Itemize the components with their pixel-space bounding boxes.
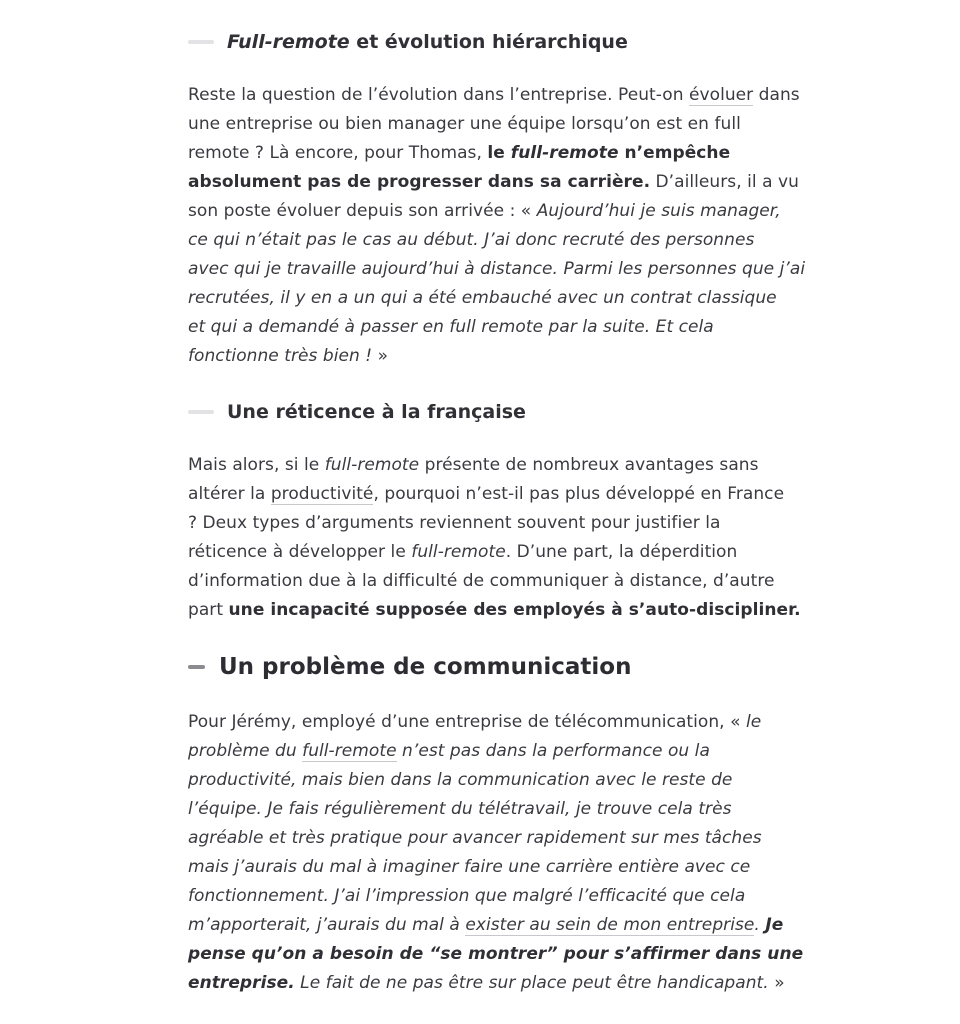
paragraph-communication [188, 708, 838, 998]
paragraph-line [188, 737, 838, 766]
link-evoluer[interactable]: évoluer [689, 85, 754, 105]
bold-text: n’empêche [618, 143, 731, 163]
paragraph-line [188, 969, 838, 998]
paragraph-line [188, 824, 838, 853]
text-run: dans [753, 85, 800, 105]
quote-text: recrutées, il y en a un qui a été embauché avec un contrat classique [188, 288, 777, 308]
quote-text: Aujourd’hui je suis manager, [536, 201, 781, 221]
paragraph-line [188, 911, 838, 940]
paragraph-line [188, 708, 838, 737]
paragraph-reticence [188, 451, 838, 625]
bold-text: une incapacité supposée des employés à s’auto-discipliner. [228, 600, 801, 620]
heading-dash-icon [188, 40, 214, 44]
quote-text: avec qui je travaille aujourd’hui à distance. Parmi les personnes que j’ai [188, 259, 806, 279]
bold-italic-text: pense qu’on a besoin de “se montrer” pour s’affirmer dans une [188, 944, 804, 964]
paragraph-line [188, 766, 838, 795]
quote-text: fonctionnement. J’ai l’impression que malgré l’efficacité que cela [188, 886, 746, 906]
paragraph-line [188, 480, 838, 509]
quote-text: l’équipe. Je fais régulièrement du télétravail, je trouve cela très [188, 799, 732, 819]
paragraph-line [188, 853, 838, 882]
link-exister-au-sein[interactable]: exister au sein de mon entreprise [465, 915, 755, 935]
section-heading-communication [188, 651, 631, 683]
heading-italic-part: Full-remote [227, 31, 350, 53]
text-run: remote ? Là encore, pour Thomas, [188, 143, 488, 163]
paragraph-line [188, 567, 838, 596]
quote-text: . [754, 915, 766, 935]
paragraph-line [188, 882, 838, 911]
bold-italic-text: full-remote [510, 143, 619, 163]
paragraph-line [188, 197, 838, 226]
heading-text: Un problème de communication [219, 654, 632, 680]
paragraph-line [188, 451, 838, 480]
paragraph-fullremote-evolution [188, 81, 838, 371]
paragraph-line [188, 226, 838, 255]
paragraph-line [188, 110, 838, 139]
quote-text: m’apporterait, j’aurais du mal à [188, 915, 466, 935]
text-run: » [372, 346, 389, 366]
bold-text: le [487, 143, 511, 163]
paragraph-line [188, 313, 838, 342]
text-run: présente de nombreux avantages sans [419, 455, 759, 475]
italic-text: full-remote [411, 542, 506, 562]
text-run: Reste la question de l’évolution dans l’entreprise. Peut-on [188, 85, 689, 105]
quote-text: Le fait de ne pas être sur place peut être handicapant. [294, 973, 769, 993]
text-run: part [188, 600, 229, 620]
quote-text: et qui a demandé à passer en full remote par la suite. Et cela [188, 317, 714, 337]
text-run: une entreprise ou bien manager une équipe lorsqu’on est en full [188, 114, 741, 134]
section-heading-fullremote-evolution [188, 28, 628, 56]
paragraph-line [188, 255, 838, 284]
text-run: » [768, 973, 785, 993]
text-run: réticence à développer le [188, 542, 412, 562]
heading-text: Une réticence à la française [227, 401, 526, 423]
quote-text: n’est pas dans la performance ou la [396, 741, 710, 761]
text-run: Mais alors, si le [188, 455, 325, 475]
quote-text: problème du [188, 741, 303, 761]
paragraph-line [188, 940, 838, 969]
paragraph-line [188, 509, 838, 538]
italic-text: full-remote [324, 455, 420, 475]
text-run: D’ailleurs, il a vu [650, 172, 799, 192]
text-run: . D’une part, la déperdition [505, 542, 738, 562]
quote-text: agréable et très pratique pour avancer rapidement sur mes tâches [188, 828, 762, 848]
heading-dash-icon [188, 665, 205, 669]
paragraph-line [188, 139, 838, 168]
paragraph-line [188, 81, 838, 110]
paragraph-line [188, 284, 838, 313]
text-run: ? Deux types d’arguments reviennent souvent pour justifier la [188, 513, 721, 533]
paragraph-line [188, 168, 838, 197]
text-run: son poste évoluer depuis son arrivée : « [188, 201, 537, 221]
bold-text: absolument pas de progresser dans sa carrière. [188, 172, 651, 192]
bold-italic-text: Je [765, 915, 784, 935]
bold-italic-text: entreprise. [188, 973, 295, 993]
link-full-remote[interactable]: full-remote [302, 741, 397, 761]
heading-dash-icon [188, 410, 214, 414]
text-run: d’information due à la difficulté de communiquer à distance, d’autre [188, 571, 775, 591]
paragraph-line [188, 342, 838, 371]
text-run: , pourquoi n’est-il pas plus développé en France [373, 484, 785, 504]
quote-text: le [746, 712, 762, 732]
paragraph-line [188, 596, 838, 625]
section-heading-reticence [188, 398, 526, 426]
quote-text: productivité, mais bien dans la communication avec le reste de [188, 770, 733, 790]
paragraph-line [188, 795, 838, 824]
text-run: Pour Jérémy, employé d’une entreprise de télécommunication, « [188, 712, 746, 732]
link-productivite[interactable]: productivité [270, 484, 374, 504]
quote-text: fonctionne très bien ! [188, 346, 373, 366]
text-run: altérer la [188, 484, 271, 504]
quote-text: mais j’aurais du mal à imaginer faire une carrière entière avec ce [188, 857, 751, 877]
paragraph-line [188, 538, 838, 567]
heading-rest: et évolution hiérarchique [349, 31, 628, 53]
quote-text: ce qui n’était pas le cas au début. J’ai donc recruté des personnes [188, 230, 755, 250]
